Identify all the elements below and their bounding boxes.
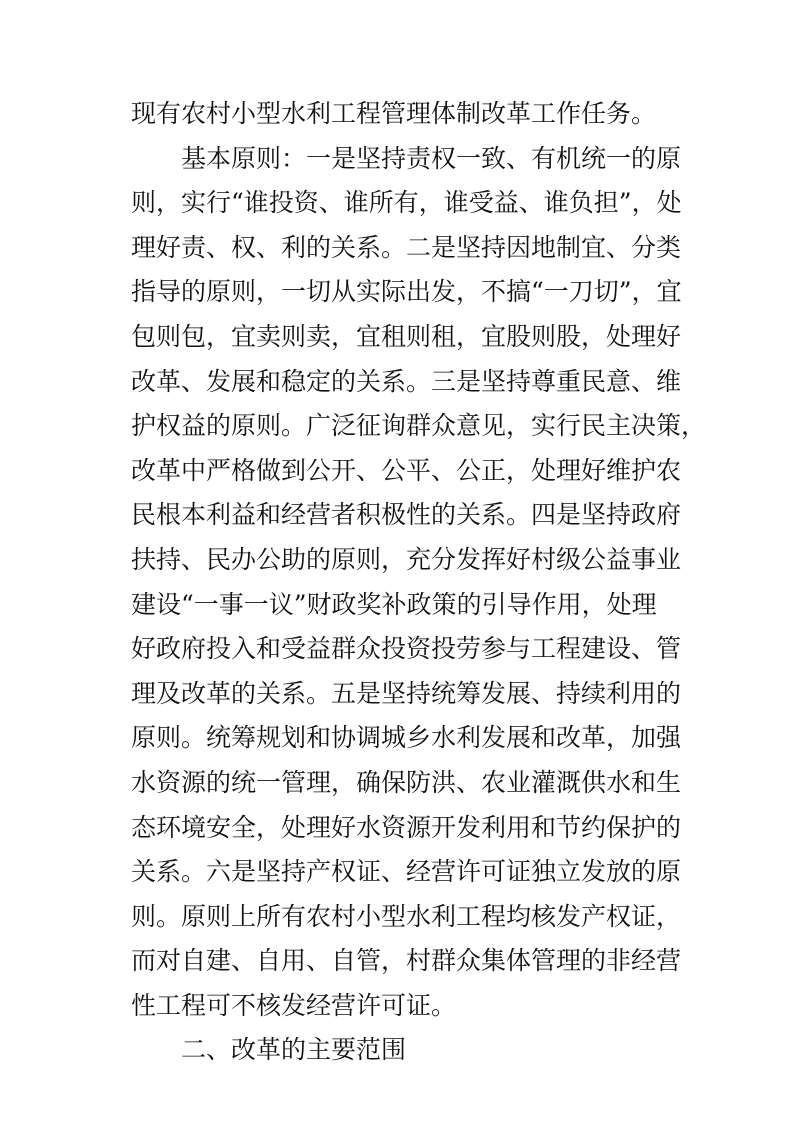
text-line: 现有农村小型水利工程管理体制改革工作任务。 <box>131 99 657 128</box>
section-heading: 二、改革的主要范围 <box>181 1035 407 1065</box>
text-line: 而对自建、自用、自管，村群众集体管理的非经营 <box>131 946 682 976</box>
text-line: 好政府投入和受益群众投资投劳参与工程建设、管 <box>131 634 682 664</box>
text-line: 原则。统筹规划和协调城乡水利发展和改革，加强 <box>131 723 682 753</box>
body-text <box>131 92 707 1073</box>
text-line: 指导的原则，一切从实际出发，不搞“一刀切”，宜 <box>131 277 682 307</box>
text-line: 建设“一事一议”财政奖补政策的引导作用，处理 <box>131 589 657 619</box>
text-line: 包则包，宜卖则卖，宜租则租，宜股则股，处理好 <box>131 321 682 351</box>
text-line: 扶持、民办公助的原则，充分发挥好村级公益事业 <box>131 544 682 574</box>
text-line: 则。原则上所有农村小型水利工程均核发产权证， <box>131 901 682 931</box>
paragraph-basic-principles: 基本原则：一是坚持责权一致、有机统一的原 <box>181 143 682 173</box>
text-line: 理及改革的关系。五是坚持统筹发展、持续利用的 <box>131 678 682 708</box>
text-line: 理好责、权、利的关系。二是坚持因地制宜、分类 <box>131 232 682 262</box>
text-line: 改革中严格做到公开、公平、公正，处理好维护农 <box>131 455 682 485</box>
text-line: 护权益的原则。广泛征询群众意见，实行民主决策， <box>131 411 707 441</box>
text-line: 性工程可不核发经营许可证。 <box>131 990 457 1020</box>
text-line: 民根本利益和经营者积极性的关系。四是坚持政府 <box>131 500 682 530</box>
text-line: 改革、发展和稳定的关系。三是坚持尊重民意、维 <box>131 366 682 396</box>
text-line: 关系。六是坚持产权证、经营许可证独立发放的原 <box>131 857 682 887</box>
text-line: 态环境安全，处理好水资源开发利用和节约保护的 <box>131 812 682 842</box>
text-line: 水资源的统一管理，确保防洪、农业灌溉供水和生 <box>131 767 682 797</box>
text-line: 则，实行“谁投资、谁所有，谁受益、谁负担”，处 <box>131 188 682 218</box>
